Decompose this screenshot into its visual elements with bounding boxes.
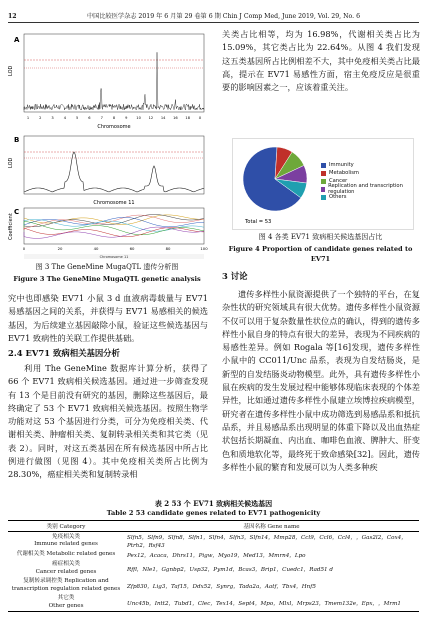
panel-c-xticks [23, 246, 208, 251]
pie-chart [233, 139, 323, 229]
panel-c-ylabel: Coefficient [8, 213, 14, 240]
chromosome-tick: 4 [63, 116, 67, 120]
discussion-paragraph: 遗传多样性小鼠资源提供了一个独特的平台，在复杂性状的研究领域具有很大优势。遗传多样性小鼠资源不仅可以用于复杂数量性状位点的确认，得到的遗传多样性小鼠自身的特点有很大的差异，表现为不同疾病的易感性差异。例如 Rogala 等[16]发现，遗传多样性小鼠中的 CC011/Unc 品系，表现为自发结肠炎，是新型的自发结肠炎动物模型。此外，具有遗传多样性小鼠在疾病的发生发展过程中能够体现临床表现的个体差异性，比如通过遗传多样性小鼠建立埃博拉疾病模型，研究者在遗传多样性小鼠中成功筛选到易感品系和抵抗品系，并且易感品系出现明显的体重下降以及出血热症状包括长期凝血、内出血、咖啡色血液、脾肿大、肝变色和质地软化等，最终死于致命感染[32]。因此，遗传多样性小鼠的繁育和发展可以为人类多种疾 [222, 289, 420, 472]
table-2-title-en: Table 2 53 candidate genes related to EV71 pathogenicity [106, 509, 321, 517]
chromosome-tick: 7 [100, 116, 103, 120]
legend-label: Cancer [329, 178, 348, 184]
category-cell: 代谢相关类 Metabolic related genes [16, 551, 116, 558]
panel-b-frame [24, 136, 204, 194]
legend-swatch [321, 163, 326, 168]
panel-b-xlabel: Chromosome 11 [93, 200, 135, 206]
chromosome-tick: 1 [26, 116, 30, 120]
chromosome-tick: 16 [173, 116, 178, 120]
panel-a-label: A [14, 36, 20, 44]
panel-c-xtick: 80 [165, 246, 171, 251]
left-paragraph-2: 利用 The GeneMine 数据库计算分析，获得了 66 个 EV71 致病相关候选基因。通过进一步筛查发现有 13 个是目前没有研究的基因，删除这些基因后，最终确定了 53 个 EV71 致病相关候选基因。按照生物学功能对这 53 个基因进行分类，可分为免疫相关类、代谢相关类、肿瘤相关类、复制转录相关类和其它类（见表 2）。同时，对这五类基因在所有候选基因中所占比例进行做图（见图 4）。其中免疫相关类所占比例为 28.30%，癌症相关类和复制转录相 [8, 363, 208, 480]
left-paragraph-1: 究中也即感染 EV71 小鼠 3 d 血液病毒载量与 EV71 易感基因之间的关系，并获得与 EV71 易感相关的候选基因，为后续建立基因敲除小鼠，验证这些候选基因与 EV71 致病性的关联工作提供基础。 [8, 293, 208, 343]
panel-c-xtick: 100 [200, 246, 208, 251]
legend-label: Replication and transcription regulation [328, 183, 403, 195]
right-paragraph-top: 关类占比相等，均为 16.98%，代谢相关类占比为 15.09%，其它类占比为 22.64%。从图 4 我们发现这五类基因所占比例相差不大，其中免疫相关类占比最高，提示在 EV71 易感性方面，宿主免疫反应是很重要的影响因素之一，应该着重关注。 [222, 29, 420, 93]
legend-swatch [321, 187, 325, 192]
figure-3-caption-cn: 图 3 The GeneMine MugaQTL 遗传分析图 [35, 263, 179, 271]
panel-c-xtick: 40 [93, 246, 99, 251]
chromosome-tick: 12 [148, 116, 154, 120]
gene-cell: Slfn5，Slfn9，Slfn8，Slfn1，Slfn4，Slfn3，Slfn14，Mmp28，Ccl9，Ccl6，Ccl4，，Gas2l2，Cox4，Ptrh2，Rsf43 [127, 535, 407, 549]
category-cell: 免疫相关类 Immune related genes [34, 533, 98, 547]
panel-c-xtick: 60 [129, 246, 135, 251]
pie-total: Total = 53 [245, 219, 272, 225]
table-2-title-cn: 表 2 53 个 EV71 致病相关候选基因 [154, 499, 273, 508]
panel-a-frame [24, 34, 204, 112]
panel-c-xlabel: Chromosome 11 [99, 255, 129, 259]
gene-cell: Pex12，Acaca，Dhrs11，Pigw，Myo19，Med13，Mmrn4，Lpo [127, 553, 306, 559]
mugaqtl-plot [6, 28, 208, 260]
table-row [8, 560, 419, 577]
figure-4-caption-cn: 图 4 各类 EV71 致病相关候选基因占比 [258, 233, 383, 241]
table-header-row [8, 521, 419, 532]
chromosome-tick: X [198, 116, 202, 120]
legend-label: Others [329, 194, 347, 200]
pie-legend-item [321, 169, 413, 177]
legend-swatch [321, 195, 326, 200]
pie-legend [321, 161, 413, 201]
section-2-4-heading: 2.4 EV71 致病相关基因分析 [8, 348, 120, 358]
figure-3 [6, 28, 208, 260]
header-gene-name: 基因名称 Gene name [243, 524, 300, 530]
panel-c-label: C [14, 208, 20, 216]
table-row [8, 577, 419, 594]
chromosome-tick: 10 [136, 116, 141, 120]
chromosome-tick: 6 [88, 116, 91, 120]
journal-title: 中国比较医学杂志 2019 年 6 月第 29 卷第 6 期 Chin J Comp Med, June 2019, Vol. 29, No. 6 [86, 13, 361, 20]
panel-a-ylabel: LOD [8, 65, 14, 76]
gene-cell: Zfp830，Lig3，Taf15，Ddx52，Synrg，Tada2a，Aatf，Tbx4，Hnf5 [127, 583, 316, 590]
chromosome-tick: 3 [51, 116, 54, 120]
page-number: 12 [8, 13, 17, 20]
legend-swatch [321, 179, 326, 184]
panel-b-ylabel: LOD [8, 157, 14, 168]
panel-c-coefficient-curves [24, 215, 204, 239]
panel-a-lod-trace [24, 52, 204, 110]
panel-b-label: B [14, 136, 20, 144]
figure-4-caption-en: Figure 4 Proportion of candidate genes related to EV71 [228, 245, 413, 263]
table-row [8, 550, 419, 560]
chromosome-tick: 8 [112, 116, 116, 120]
category-cell: 复制转录调控类 Replication and transcription regulation related genes [11, 578, 121, 592]
table-2 [8, 520, 419, 612]
chromosome-tick: 2 [39, 116, 42, 120]
panel-c-xtick: 0 [22, 246, 26, 251]
panel-a-xlabel: Chromosome [97, 124, 131, 130]
chromosome-tick: 9 [125, 116, 128, 120]
gene-cell: Rffl，Nle1，Ggnbp2，Usp32，Pym1d，Bcas3，Brip1，Cuedc1，Rad51 d [127, 566, 333, 573]
table-row [8, 594, 419, 612]
chromosome-tick: 14 [160, 116, 166, 120]
panel-c-xtick: 20 [57, 246, 63, 251]
category-cell: 癌症相关类 Cancer related genes [35, 561, 97, 575]
figure-3-caption-en: Figure 3 The GeneMine MugaQTL genetic analysis [13, 275, 201, 283]
chromosome-tick: 18 [185, 116, 191, 120]
running-header [8, 6, 419, 23]
legend-label: Metabolism [329, 170, 359, 176]
gene-table [8, 520, 419, 612]
header-category: 类别 Category [46, 524, 86, 530]
table-row [8, 532, 419, 551]
legend-swatch [321, 171, 326, 176]
section-3-heading: 3 讨论 [222, 271, 248, 281]
legend-label: Immunity [329, 162, 354, 168]
chromosome-tick: 5 [75, 116, 79, 120]
pie-legend-item [321, 161, 413, 169]
panel-a-chromosome-ticks [27, 116, 202, 120]
pie-legend-item [321, 185, 413, 193]
category-cell: 其它类 Other genes [48, 595, 84, 609]
figure-4 [232, 138, 414, 230]
gene-cell: Unc45b，Intt2，Tubd1，Clec，Tex14，Sept4，Mpo，Mlxl，Mrps23，Tmem132e，Epx，，Mrm1 [127, 600, 401, 607]
